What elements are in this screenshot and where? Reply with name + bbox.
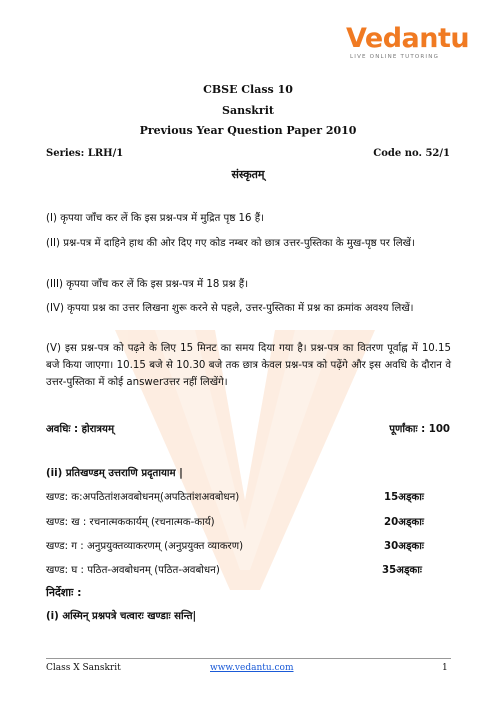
instruction-5: (V) इस प्रश्न-पत्र को पढ़ने के लिए 15 मिनट का समय दिया गया है। प्रश्न-पत्र का वितरण पूर्वाह्न में 10.15 बजे किया जाएगा। 10.15 बजे से 10.30 बजे तक छात्र केवल प्रश्न-पत्र को पढ़ेंगे और इस अवधि के दौरान वे उत्तर-पुस्तिका में कोई answerउत्तर नहीं लिखेंगे। [46,343,451,388]
direction-1: (i) अस्मिन् प्रश्नपत्रे चत्वारः खण्डाः सन्ति| [46,611,197,622]
total-marks-label: पूर्णांकाः : 100 [389,424,450,435]
duration-label: अवधिः : होरात्रयम् [46,424,115,435]
directions-label: निर्देशाः : [46,586,82,599]
instruction-4: (IV) कृपया प्रश्न का उत्तर लिखना शुरू करने से पहले, उत्तर-पुस्तिका में प्रश्न का क्रमांक अवश्य लिखें। [46,303,414,314]
instruction-1: (I) कृपया जाँच कर लें कि इस प्रश्न-पत्र में मुद्रित पृष्ठ 16 हैं। [46,213,265,224]
section-b-marks: 20अड्काः [384,517,424,528]
paper-title: Previous Year Question Paper 2010 [139,124,357,137]
footer-website-link[interactable]: www.vedantu.com [210,663,294,673]
section-d-name: खण्ड: घ : पठित-अवबोधनम् (पठित-अवबोधन) [46,565,220,576]
section-c-marks: 30अड्काः [384,541,424,552]
logo-tagline: LIVE ONLINE TUTORING [350,54,440,60]
series-label: Series: LRH/1 [46,148,124,159]
instruction-3: (III) कृपया जाँच कर लें कि इस प्रश्न-पत्र में 18 प्रश्न हैं। [46,279,249,290]
section-d-marks: 35अड्काः [382,565,422,576]
section-c-name: खण्ड: ग : अनुप्रयुक्तव्याकरणम् (अनुप्रयुक्त व्याकरण) [46,541,244,552]
instruction-2: (II) प्रश्न-पत्र में दाहिने हाथ की ओर दिए गए कोड नम्बर को छात्र उत्तर-पुस्तिका के मुख-पृष्ठ पर लिखें। [46,238,415,249]
footer-page-number: 1 [442,663,448,673]
logo-wordmark: Vedantu [346,23,470,54]
footer-class-label: Class X Sanskrit [46,663,121,673]
footer-divider [46,658,451,659]
subject-hindi-title: संस्कृतम् [231,168,265,181]
code-label: Code no. 52/1 [373,148,450,159]
exam-board-title: CBSE Class 10 [203,83,293,96]
sections-heading: (ii) प्रतिखण्डम् उत्तराणि प्रदृतायाम | [46,468,183,479]
section-a-name: खण्ड: क:अपठितांशअवबोधनम्(अपठितांशअवबोधन) [46,492,240,503]
vedantu-logo [346,23,470,66]
subject-title: Sanskrit [222,104,274,117]
series-code-row [46,148,450,159]
section-a-marks: 15अड्काः [384,492,424,503]
section-b-name: खण्ड: ख : रचनात्मककार्यम् (रचनात्मक-कार्य) [46,517,215,528]
